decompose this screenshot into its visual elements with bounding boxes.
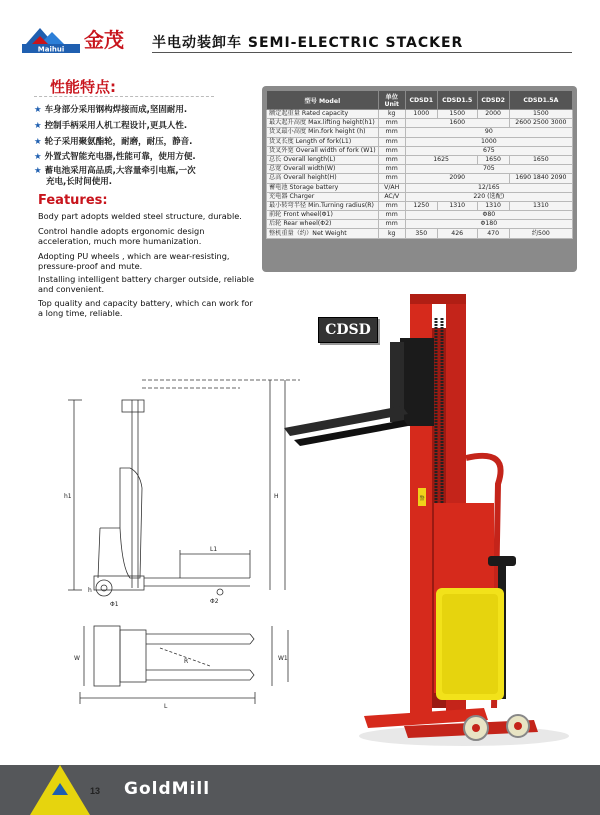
features-cn-title: 性能特点: (50, 78, 116, 96)
header-divider (152, 52, 572, 53)
dim-label-W: W (74, 655, 80, 662)
footer-logo-icon (30, 765, 90, 815)
bullet-star-icon: ★ (34, 137, 42, 147)
table-row: 货叉外宽 Overall width of fork (W1) mm 675 (267, 146, 573, 155)
col-header: CDSD1.5A (509, 91, 572, 110)
model-badge: CDSD (318, 317, 378, 343)
col-header: 单位 Unit (378, 91, 405, 110)
table-row: 货叉最小高度 Min.fork height (h) mm 90 (267, 128, 573, 137)
spec-table (266, 90, 573, 239)
technical-drawing (60, 378, 300, 718)
feature-cn-item: ★ 蓄电池采用高品质,大容量牵引电瓶,一次 (34, 166, 196, 176)
bullet-star-icon: ★ (34, 152, 42, 162)
stacker-product-image (284, 288, 584, 753)
dim-label-H: H (274, 493, 279, 500)
table-row: 后轮 Rear wheel(Φ2) mm Φ180 (267, 220, 573, 229)
brand-logo-text: Maihui (37, 45, 65, 54)
table-header-row (267, 91, 573, 110)
col-header: CDSD2 (477, 91, 509, 110)
bullet-star-icon: ★ (34, 166, 42, 176)
dim-label-W1: W1 (278, 655, 288, 662)
table-row: 货叉长度 Length of fork(L1) mm 1000 (267, 137, 573, 146)
features-cn-divider (34, 96, 214, 97)
bullet-star-icon: ★ (34, 121, 42, 131)
feature-en-item: Body part adopts welded steel structure, durable. (38, 211, 242, 221)
page-title: 半电动装卸车 SEMI-ELECTRIC STACKER (152, 35, 464, 51)
table-row: 前轮 Front wheel(Φ1) mm Φ80 (267, 211, 573, 220)
dim-label-R: R (184, 658, 189, 665)
dim-label-h1: h1 (64, 493, 72, 500)
feature-en-item: Top quality and capacity battery, which can work for a long time, reliable. (38, 298, 253, 318)
footer-brand: GoldMill (124, 779, 211, 799)
dim-label-L: L (164, 703, 168, 710)
feature-cn-item: ★ 外置式智能充电器,性能可靠，使用方便. (34, 152, 196, 162)
brand-logo (22, 22, 80, 54)
col-header: CDSD1.5 (437, 91, 477, 110)
table-row: 总长 Overall length(L) mm 1625 1650 1650 (267, 155, 573, 164)
feature-cn-item: ★ 控制手柄采用人机工程设计,更具人性. (34, 121, 188, 131)
features-en-title: Features: (38, 193, 108, 208)
feature-cn-item: ★ 轮子采用聚氨酯轮，耐磨，耐压，静音. (34, 137, 193, 147)
col-header: 型号 Model (267, 91, 379, 110)
table-row: 蓄电池 Storage battery V/AH 12/165 (267, 183, 573, 192)
table-row: 总高 Overall height(H) mm 2090 1690 1840 2090 (267, 174, 573, 183)
dim-label-d2: Φ2 (210, 598, 219, 605)
brand-name-cn: 金茂 (84, 28, 124, 52)
bullet-star-icon: ★ (34, 105, 42, 115)
table-row: 额定起重量 Rated capacity kg 1000 1500 2000 1500 (267, 110, 573, 119)
feature-cn-item-cont: 充电,长时间使用. (46, 177, 112, 187)
feature-cn-item: ★ 车身部分采用钢构焊接而成,坚固耐用. (34, 105, 188, 115)
dim-label-L1: L1 (210, 546, 218, 553)
feature-en-item: Control handle adopts ergonomic design acceleration, much more humanization. (38, 226, 205, 246)
feature-en-item: Installing intelligent battery charger outside, reliable and convenient. (38, 274, 254, 294)
dim-label-h: h (88, 587, 92, 594)
table-row: 总宽 Overall width(W) mm 705 (267, 165, 573, 174)
table-row: 整机重量（约）Net Weight kg 350 426 470 约500 (267, 229, 573, 238)
feature-en-item: Adopting PU wheels , which are wear-resisting, pressure-proof and mute. (38, 251, 230, 271)
warning-sticker-label: 警 (419, 496, 425, 502)
col-header: CDSD1 (405, 91, 437, 110)
table-row: 充电器 Charger AC/V 220 (选配) (267, 192, 573, 201)
table-row: 最小转弯半径 Min.Turning radius(R) mm 1250 1310 1310 1310 (267, 201, 573, 210)
page-number: 13 (90, 786, 101, 796)
table-row: 最大起升高度 Max.lifting height(h1) mm 1600 2600 2500 3000 (267, 119, 573, 128)
dim-label-d1: Φ1 (110, 601, 119, 608)
